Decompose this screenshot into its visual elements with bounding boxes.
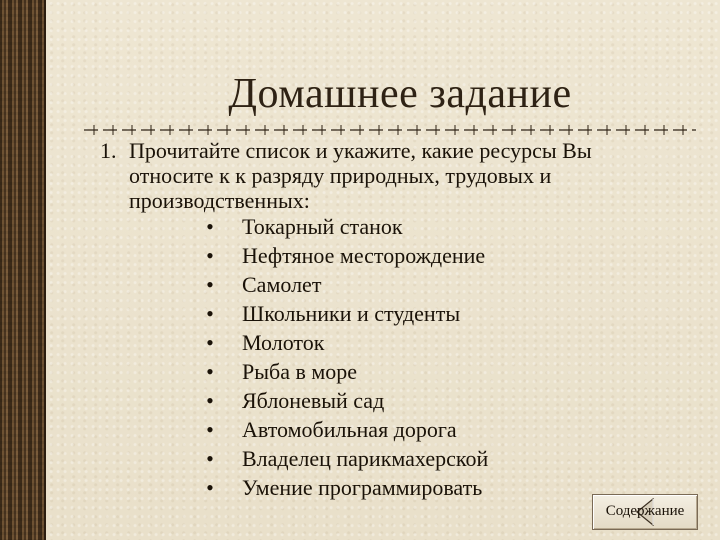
- side-border-line: [44, 0, 46, 540]
- question-line-3: производственных:: [129, 188, 310, 213]
- question-text: [129, 138, 689, 213]
- bullet: •: [206, 243, 214, 268]
- list-item-text: Школьники и студенты: [242, 301, 461, 326]
- bullet: •: [206, 272, 214, 297]
- bullet: •: [206, 417, 214, 442]
- list-item-text: Молоток: [242, 330, 325, 355]
- contents-nav-label: Содержание: [605, 503, 685, 519]
- bullet: •: [206, 446, 214, 471]
- wood-grain: [0, 0, 44, 540]
- bullet: •: [206, 330, 214, 355]
- list-item-text: Владелец парикмахерской: [242, 446, 489, 471]
- bullet: •: [206, 475, 214, 500]
- list-item-text: Токарный станок: [242, 214, 403, 239]
- list-item-text: Рыба в море: [242, 359, 358, 384]
- bullet: •: [206, 359, 214, 384]
- bullet: •: [206, 214, 214, 239]
- question-line-2: относите к к разряду природных, трудовых и: [129, 163, 552, 188]
- list-item-text: Умение программировать: [242, 475, 483, 500]
- wood-side-bar: [0, 0, 44, 540]
- list-item-text: Автомобильная дорога: [242, 417, 457, 442]
- slide-title: Домашнее задание: [228, 71, 572, 117]
- question-line-1: Прочитайте список и укажите, какие ресурсы Вы: [129, 138, 592, 163]
- bullet: •: [206, 301, 214, 326]
- title-divider: [84, 122, 696, 138]
- question-number: 1.: [100, 138, 117, 163]
- list-item-text: Яблоневый сад: [242, 388, 385, 413]
- contents-nav-button[interactable]: [592, 494, 698, 530]
- bullet: •: [206, 388, 214, 413]
- list-item-text: Самолет: [242, 272, 322, 297]
- list-item-text: Нефтяное месторождение: [242, 243, 486, 268]
